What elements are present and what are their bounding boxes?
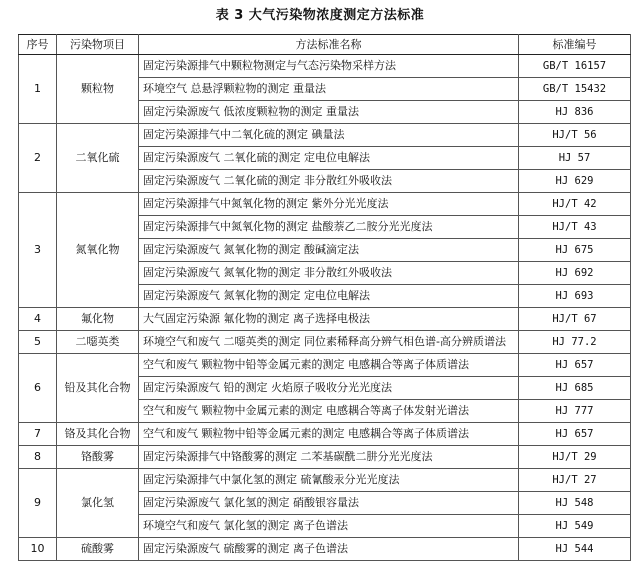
- method-name: 固定污染源排气中颗粒物测定与气态污染物采样方法: [139, 55, 519, 78]
- standard-code: HJ/T 56: [519, 124, 631, 147]
- standard-code: HJ/T 27: [519, 469, 631, 492]
- standard-code: GB/T 16157: [519, 55, 631, 78]
- method-name: 空气和废气 颗粒物中铅等金属元素的测定 电感耦合等离子体质谱法: [139, 423, 519, 446]
- standard-code: HJ 549: [519, 515, 631, 538]
- method-name: 大气固定污染源 氟化物的测定 离子选择电极法: [139, 308, 519, 331]
- pollutant-name: 铬酸雾: [57, 446, 139, 469]
- method-name: 固定污染源废气 二氧化硫的测定 非分散红外吸收法: [139, 170, 519, 193]
- standard-code: HJ 692: [519, 262, 631, 285]
- table-row: [19, 124, 631, 147]
- pollutant-name: 氟化物: [57, 308, 139, 331]
- header-no: 序号: [19, 35, 57, 55]
- standard-code: HJ 77.2: [519, 331, 631, 354]
- method-name: 环境空气和废气 氯化氢的测定 离子色谱法: [139, 515, 519, 538]
- method-name: 空气和废气 颗粒物中金属元素的测定 电感耦合等离子体发射光谱法: [139, 400, 519, 423]
- method-name: 固定污染源废气 低浓度颗粒物的测定 重量法: [139, 101, 519, 124]
- header-row: [19, 35, 631, 55]
- standard-code: HJ 675: [519, 239, 631, 262]
- row-number: 9: [19, 469, 57, 538]
- standard-code: HJ 685: [519, 377, 631, 400]
- standard-code: HJ 544: [519, 538, 631, 561]
- row-number: 1: [19, 55, 57, 124]
- pollutant-name: 二噁英类: [57, 331, 139, 354]
- method-name: 固定污染源废气 硫酸雾的测定 离子色谱法: [139, 538, 519, 561]
- row-number: 3: [19, 193, 57, 308]
- method-name: 固定污染源废气 二氧化硫的测定 定电位电解法: [139, 147, 519, 170]
- table-row: [19, 538, 631, 561]
- row-number: 10: [19, 538, 57, 561]
- row-number: 7: [19, 423, 57, 446]
- standard-code: HJ/T 43: [519, 216, 631, 239]
- method-name: 空气和废气 颗粒物中铅等金属元素的测定 电感耦合等离子体质谱法: [139, 354, 519, 377]
- standard-code: HJ 657: [519, 354, 631, 377]
- standard-code: HJ 548: [519, 492, 631, 515]
- table-row: [19, 331, 631, 354]
- standards-table: [18, 34, 631, 561]
- table-row: [19, 469, 631, 492]
- row-number: 2: [19, 124, 57, 193]
- row-number: 8: [19, 446, 57, 469]
- standard-code: HJ 657: [519, 423, 631, 446]
- table-title: 表 3 大气污染物浓度测定方法标准: [215, 8, 425, 23]
- standard-code: HJ/T 29: [519, 446, 631, 469]
- row-number: 6: [19, 354, 57, 423]
- table-row: [19, 354, 631, 377]
- method-name: 固定污染源废气 氮氧化物的测定 非分散红外吸收法: [139, 262, 519, 285]
- method-name: 环境空气 总悬浮颗粒物的测定 重量法: [139, 78, 519, 101]
- standard-code: GB/T 15432: [519, 78, 631, 101]
- standard-code: HJ 836: [519, 101, 631, 124]
- method-name: 固定污染源排气中氮氧化物的测定 紫外分光光度法: [139, 193, 519, 216]
- pollutant-name: 颗粒物: [57, 55, 139, 124]
- method-name: 固定污染源排气中氯化氢的测定 硫氰酸汞分光光度法: [139, 469, 519, 492]
- pollutant-name: 铬及其化合物: [57, 423, 139, 446]
- table-row: [19, 308, 631, 331]
- method-name: 固定污染源废气 氯化氢的测定 硝酸银容量法: [139, 492, 519, 515]
- header-method: 方法标准名称: [139, 35, 519, 55]
- standard-code: HJ 57: [519, 147, 631, 170]
- method-name: 固定污染源废气 氮氧化物的测定 定电位电解法: [139, 285, 519, 308]
- pollutant-name: 二氧化硫: [57, 124, 139, 193]
- header-pollutant: 污染物项目: [57, 35, 139, 55]
- standard-code: HJ 693: [519, 285, 631, 308]
- row-number: 5: [19, 331, 57, 354]
- pollutant-name: 氮氧化物: [57, 193, 139, 308]
- method-name: 环境空气和废气 二噁英类的测定 同位素稀释高分辨气相色谱-高分辨质谱法: [139, 331, 519, 354]
- method-name: 固定污染源废气 铅的测定 火焰原子吸收分光光度法: [139, 377, 519, 400]
- standard-code: HJ/T 67: [519, 308, 631, 331]
- standard-code: HJ 629: [519, 170, 631, 193]
- table-row: [19, 446, 631, 469]
- method-name: 固定污染源排气中二氧化硫的测定 碘量法: [139, 124, 519, 147]
- table-row: [19, 423, 631, 446]
- standard-code: HJ 777: [519, 400, 631, 423]
- pollutant-name: 氯化氢: [57, 469, 139, 538]
- table-row: [19, 193, 631, 216]
- pollutant-name: 硫酸雾: [57, 538, 139, 561]
- method-name: 固定污染源排气中氮氧化物的测定 盐酸萘乙二胺分光光度法: [139, 216, 519, 239]
- header-code: 标准编号: [519, 35, 631, 55]
- method-name: 固定污染源排气中铬酸雾的测定 二苯基碳酰二肼分光光度法: [139, 446, 519, 469]
- standard-code: HJ/T 42: [519, 193, 631, 216]
- method-name: 固定污染源废气 氮氧化物的测定 酸碱滴定法: [139, 239, 519, 262]
- table-row: [19, 55, 631, 78]
- pollutant-name: 铅及其化合物: [57, 354, 139, 423]
- row-number: 4: [19, 308, 57, 331]
